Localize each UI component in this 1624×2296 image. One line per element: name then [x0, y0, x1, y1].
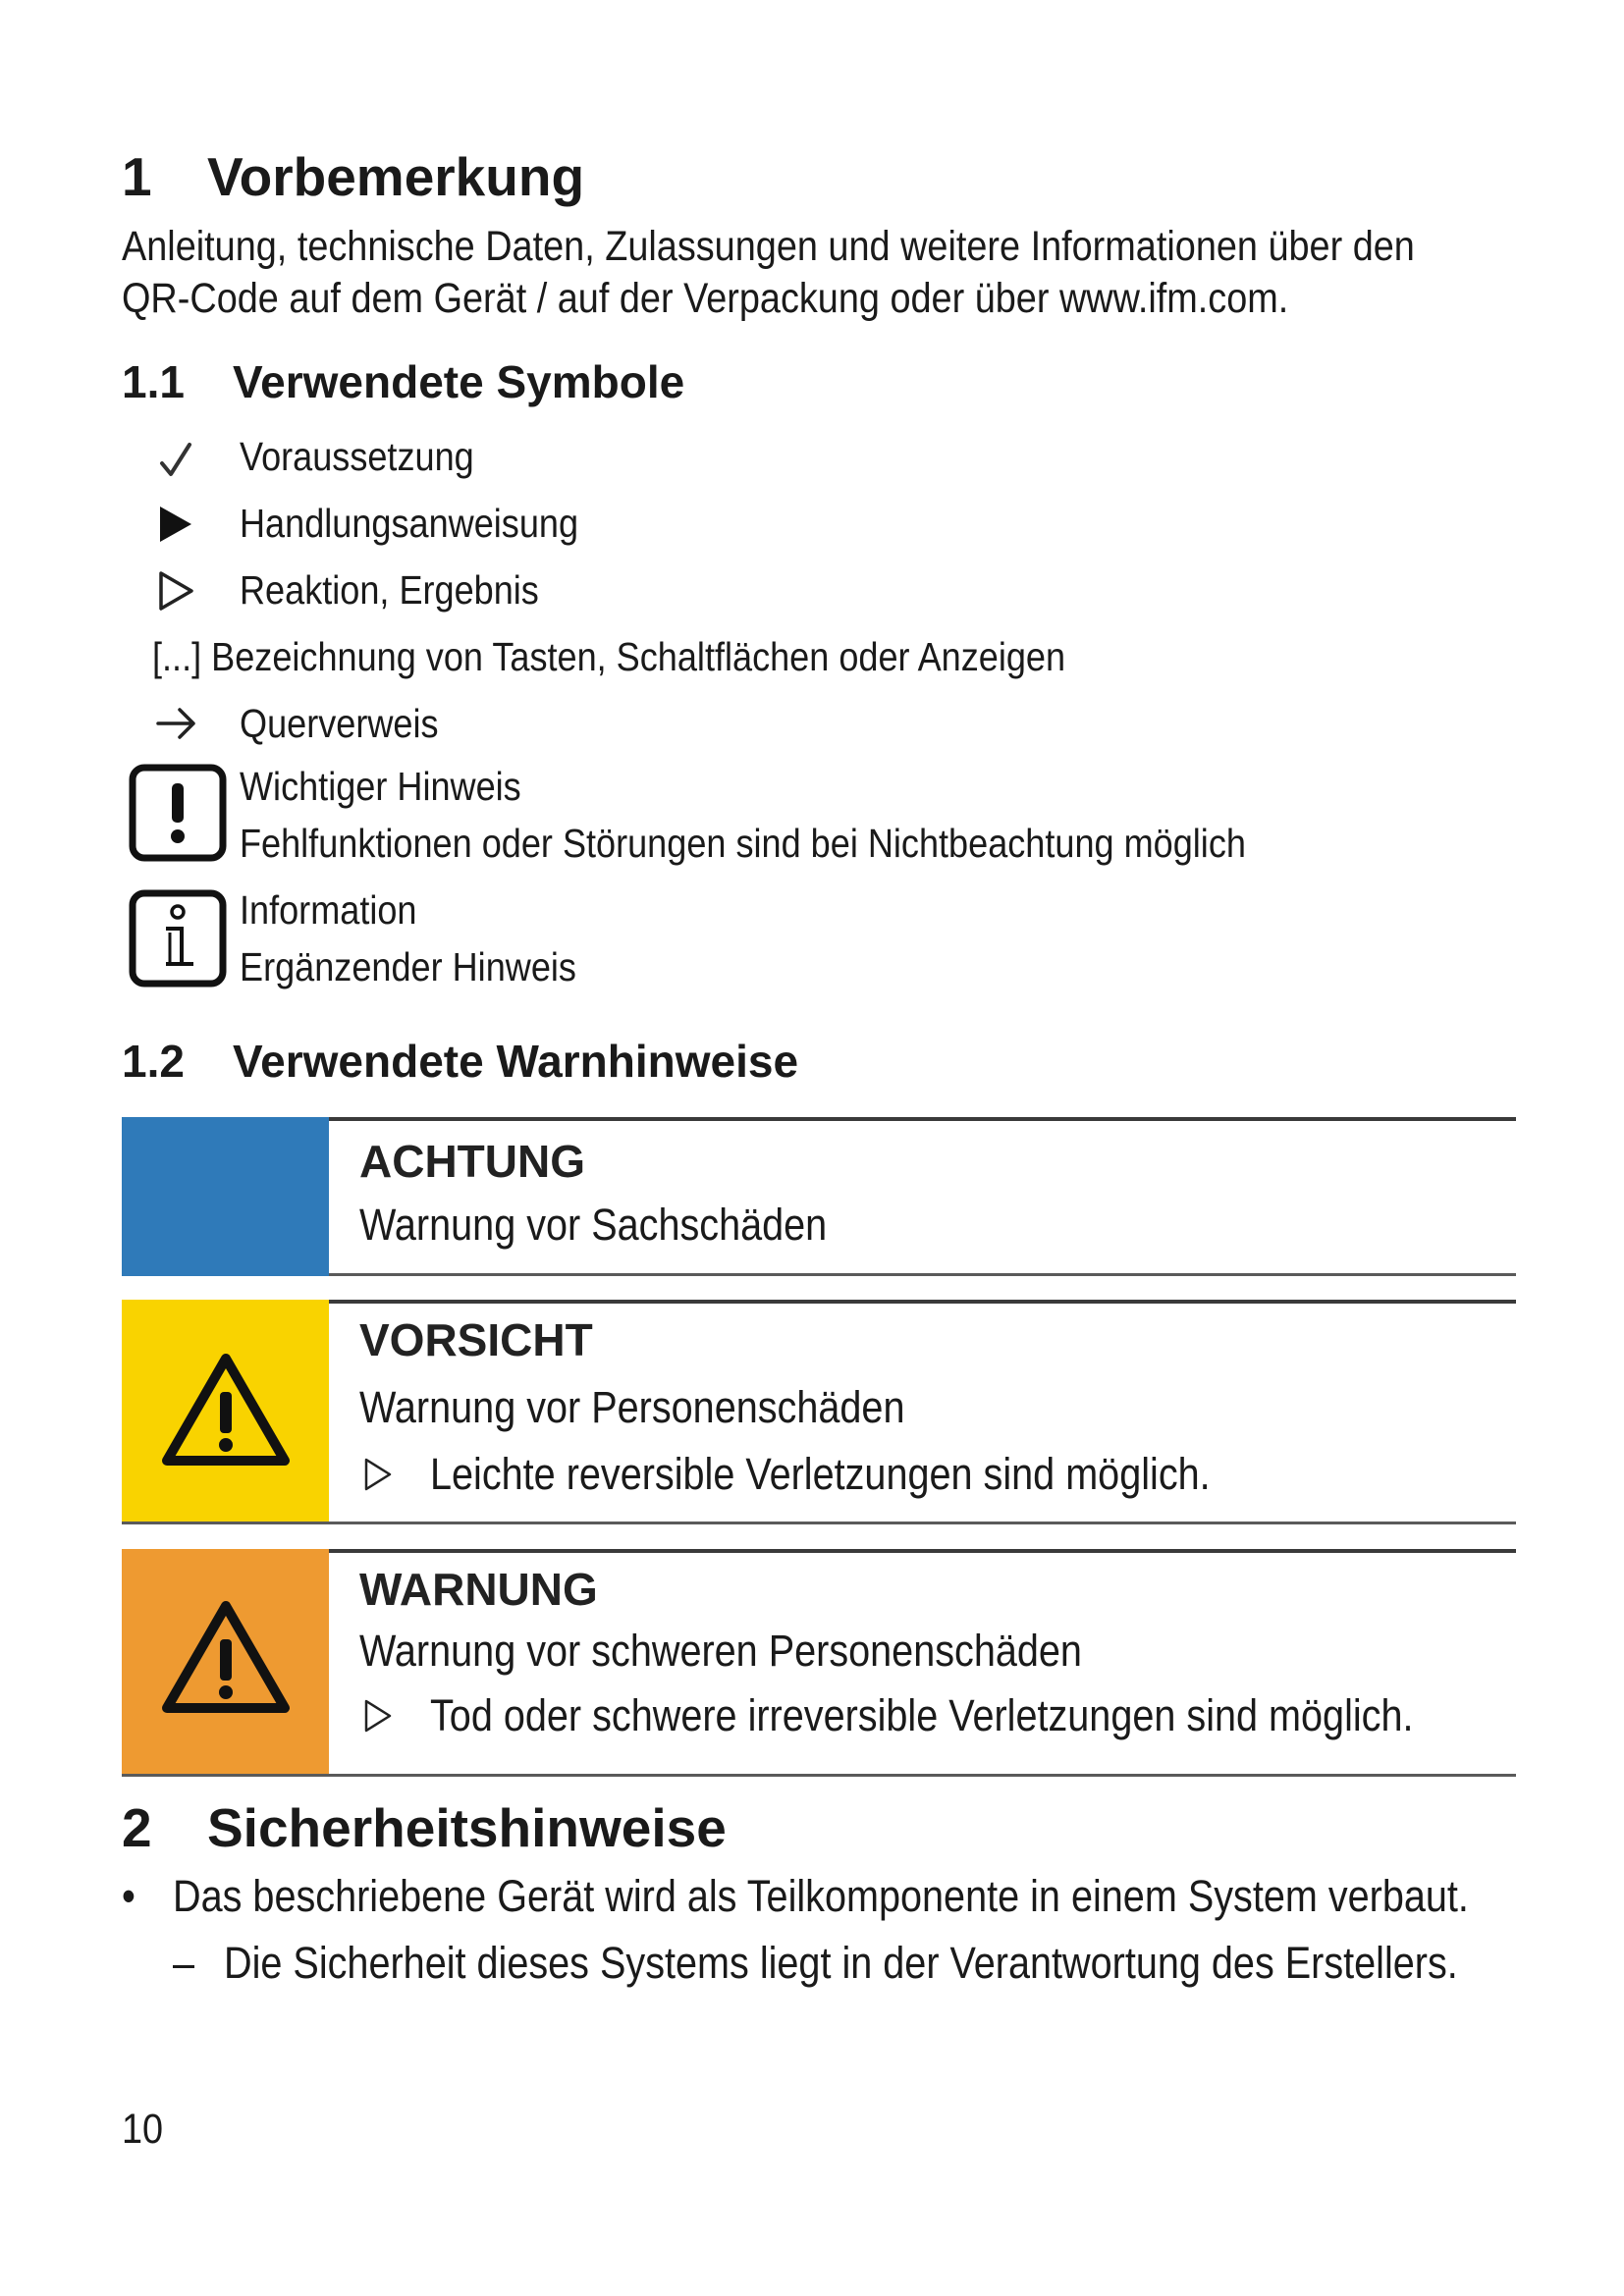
important-title: Wichtiger Hinweis	[240, 764, 521, 809]
symbol-label-reaction: Reaktion, Ergebnis	[240, 567, 539, 613]
info-text: Ergänzender Hinweis	[240, 944, 576, 989]
outline-triangle-icon	[363, 1698, 393, 1734]
section-1-heading	[122, 145, 584, 208]
symbol-label-prerequisite: Voraussetzung	[240, 434, 474, 479]
sub-bullet-marker: –	[173, 1938, 195, 1988]
info-title: Information	[240, 887, 417, 933]
warning-box-warning	[122, 1549, 1516, 1777]
important-text: Fehlfunktionen oder Störungen sind bei Nichtbeachtung möglich	[240, 821, 1246, 866]
warning-description: Warnung vor Sachschäden	[359, 1200, 828, 1250]
section-number: 1.1	[122, 356, 185, 407]
divider	[329, 1273, 1516, 1276]
warning-box-notice	[122, 1117, 1516, 1276]
section-title: Verwendete Symbole	[233, 356, 685, 407]
intro-line-2: QR-Code auf dem Gerät / auf der Verpackung oder über www.ifm.com.	[122, 275, 1289, 322]
hazard-triangle-icon	[159, 1351, 293, 1468]
section-2-heading	[122, 1796, 727, 1859]
section-1-1-heading	[122, 355, 684, 408]
arrow-right-icon	[152, 699, 201, 748]
warning-description: Warnung vor Personenschäden	[359, 1382, 905, 1432]
divider	[329, 1117, 1516, 1121]
outline-triangle-icon	[152, 567, 201, 616]
section-number: 1.2	[122, 1036, 185, 1087]
warning-consequence: Tod oder schwere irreversible Verletzungen sind möglich.	[430, 1690, 1414, 1740]
divider	[329, 1300, 1516, 1304]
outline-triangle-icon	[363, 1457, 393, 1492]
symbol-label-designation: [...] Bezeichnung von Tasten, Schaltflächen oder Anzeigen	[152, 634, 1066, 679]
sub-bullet-text: Die Sicherheit dieses Systems liegt in der Verantwortung des Erstellers.	[224, 1938, 1458, 1988]
symbol-label-crossref: Querverweis	[240, 701, 439, 746]
warning-consequence: Leichte reversible Verletzungen sind möglich.	[430, 1449, 1211, 1499]
warning-color-bar	[122, 1117, 329, 1276]
warning-box-caution	[122, 1300, 1516, 1524]
section-title: Sicherheitshinweise	[207, 1797, 727, 1858]
warning-signal-word: ACHTUNG	[359, 1136, 585, 1187]
info-box-icon	[129, 889, 227, 988]
section-title: Vorbemerkung	[207, 146, 585, 207]
bullet-marker: •	[122, 1871, 135, 1921]
warning-signal-word: VORSICHT	[359, 1314, 593, 1365]
section-1-2-heading	[122, 1035, 798, 1088]
symbol-label-instruction: Handlungsanweisung	[240, 501, 579, 546]
divider	[122, 1774, 1516, 1777]
section-title: Verwendete Warnhinweise	[233, 1036, 799, 1087]
checkmark-icon	[152, 437, 201, 486]
section-number: 1	[122, 146, 152, 207]
filled-triangle-icon	[152, 501, 201, 550]
intro-line-1: Anleitung, technische Daten, Zulassungen und weitere Informationen über den	[122, 223, 1415, 270]
divider	[122, 1522, 1516, 1524]
bullet-text: Das beschriebene Gerät wird als Teilkomponente in einem System verbaut.	[173, 1871, 1469, 1921]
exclamation-box-icon	[129, 764, 227, 862]
divider	[329, 1549, 1516, 1553]
page-number: 10	[122, 2106, 164, 2153]
warning-description: Warnung vor schweren Personenschäden	[359, 1626, 1082, 1676]
warning-signal-word: WARNUNG	[359, 1564, 598, 1615]
section-number: 2	[122, 1797, 152, 1858]
hazard-triangle-icon	[159, 1598, 293, 1716]
